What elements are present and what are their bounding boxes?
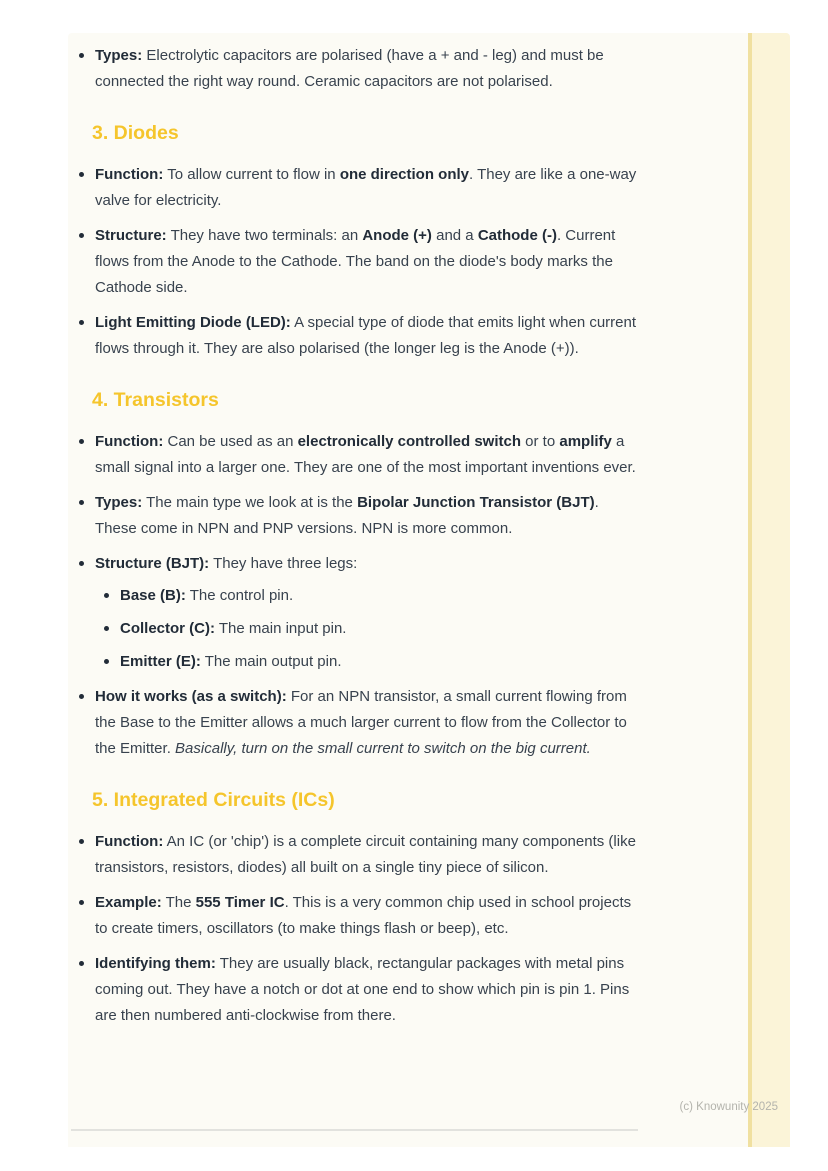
text-segment: An IC (or 'chip') is a complete circuit containing many components (like transistors, resistors, diodes) all built on a single tiny piece of silicon. <box>95 833 636 876</box>
text-segment: The main output pin. <box>200 653 342 670</box>
bullet-list <box>95 43 643 95</box>
text-segment: 555 Timer IC <box>195 894 285 911</box>
text-segment: one direction only <box>339 166 469 183</box>
text-segment: Electrolytic capacitors are polarised (have a + and - leg) and must be connected the right way round. Ceramic capacitors are not polarised. <box>95 47 604 90</box>
text-segment: They have two terminals: an <box>166 227 363 244</box>
text-segment: Function: <box>95 166 164 183</box>
page-accent-stripe <box>748 33 790 1147</box>
text-segment: Identifying them: <box>95 955 216 972</box>
list-item <box>95 223 643 301</box>
text-segment: . They are like a one-way valve for electricity. <box>95 166 637 209</box>
text-segment: The main input pin. <box>215 620 347 637</box>
text-segment: Types: <box>95 47 143 64</box>
text-segment: . These come in NPN and PNP versions. NPN is more common. <box>95 494 599 537</box>
text-segment: . This is a very common chip used in school projects to create timers, oscillators (to make things flash or beep), etc. <box>95 894 632 937</box>
text-segment: Can be used as an <box>163 433 298 450</box>
text-segment: Emitter (E): <box>120 653 201 670</box>
text-segment: Function: <box>95 833 164 850</box>
text-segment: They are usually black, rectangular packages with metal pins coming out. They have a notch or dot at one end to show which pin is pin 1. Pins are then numbered anti-clockwise from there. <box>95 955 630 1024</box>
text-segment: Structure (BJT): <box>95 555 210 572</box>
list-item <box>95 310 643 362</box>
text-segment: The <box>161 894 196 911</box>
watermark: (c) Knowunity 2025 <box>679 1101 778 1113</box>
bullet-list <box>120 583 643 675</box>
text-segment: Collector (C): <box>120 620 215 637</box>
bullet-list <box>95 162 643 362</box>
text-segment: They have three legs: <box>209 555 358 572</box>
list-item <box>95 684 643 762</box>
list-item <box>95 490 643 542</box>
text-segment: A special type of diode that emits light when current flows through it. They are also polarised (the longer leg is the Anode (+)). <box>95 314 637 357</box>
text-segment: The main type we look at is the <box>142 494 358 511</box>
document-page <box>68 33 790 1147</box>
list-item <box>95 951 643 1029</box>
text-segment: Light Emitting Diode (LED): <box>95 314 291 331</box>
list-item <box>95 890 643 942</box>
list-item <box>120 616 643 642</box>
footer-divider <box>71 1129 638 1131</box>
text-segment: . Current flows from the Anode to the Cathode. The band on the diode's body marks the Cathode side. <box>95 227 616 296</box>
text-segment: Example: <box>95 894 162 911</box>
section-heading: 4. Transistors <box>92 389 219 411</box>
text-segment: electronically controlled switch <box>297 433 521 450</box>
list-item <box>95 162 643 214</box>
text-segment: Structure: <box>95 227 167 244</box>
list-item <box>120 583 643 609</box>
text-segment: Cathode (-) <box>477 227 557 244</box>
list-item <box>95 829 643 881</box>
text-segment: and a <box>431 227 478 244</box>
text-segment: For an NPN transistor, a small current flowing from the Base to the Emitter allows a much larger current to flow from the Collector to the Emitter. <box>95 688 627 757</box>
text-segment: The control pin. <box>185 587 294 604</box>
text-segment: Bipolar Junction Transistor (BJT) <box>357 494 595 511</box>
text-segment: Types: <box>95 494 143 511</box>
list-item <box>95 43 643 95</box>
list-item <box>95 429 643 481</box>
text-segment: or to <box>521 433 560 450</box>
text-segment: Basically, turn on the small current to switch on the big current. <box>175 740 591 757</box>
text-segment: amplify <box>559 433 612 450</box>
text-segment: Base (B): <box>120 587 186 604</box>
document-body <box>92 43 643 1038</box>
list-item <box>95 551 643 675</box>
text-segment: Function: <box>95 433 164 450</box>
section-heading: 5. Integrated Circuits (ICs) <box>92 789 335 811</box>
text-segment: How it works (as a switch): <box>95 688 287 705</box>
section-heading: 3. Diodes <box>92 122 179 144</box>
bullet-list <box>95 429 643 762</box>
text-segment: a small signal into a larger one. They are one of the most important inventions ever. <box>95 433 636 476</box>
bullet-list <box>95 829 643 1029</box>
text-segment: To allow current to flow in <box>163 166 340 183</box>
list-item <box>120 649 643 675</box>
text-segment: Anode (+) <box>362 227 432 244</box>
